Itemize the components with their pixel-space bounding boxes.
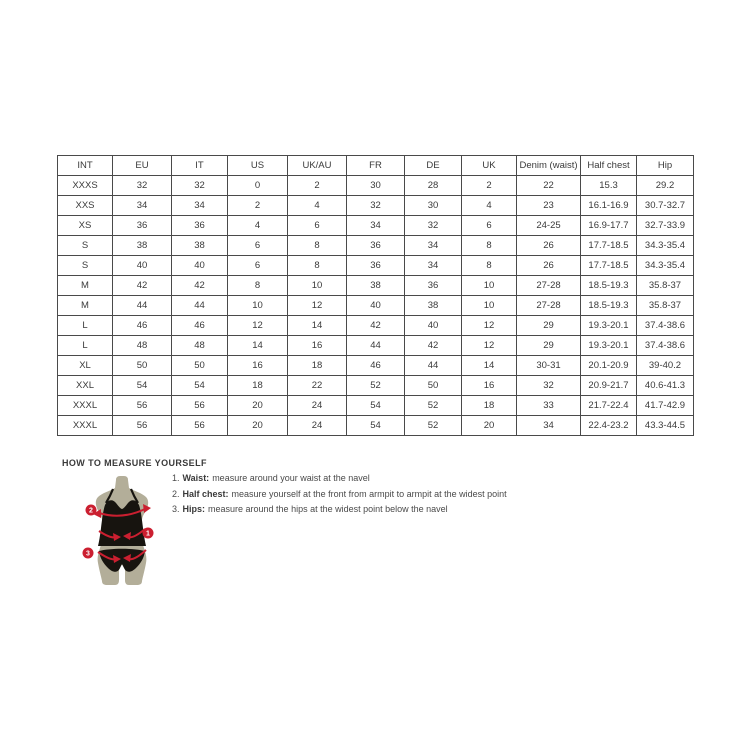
step-number: 2.: [172, 488, 180, 499]
table-cell: 22: [288, 376, 347, 396]
table-cell: 34: [405, 236, 462, 256]
table-cell: 19.3-20.1: [581, 316, 637, 336]
table-cell: 18.5-19.3: [581, 276, 637, 296]
table-cell: 41.7-42.9: [637, 396, 694, 416]
table-cell: 18.5-19.3: [581, 296, 637, 316]
badge-number: 3: [86, 550, 90, 558]
table-cell: 18: [462, 396, 517, 416]
table-cell: 56: [113, 396, 172, 416]
table-cell: 56: [172, 416, 228, 436]
table-cell: 56: [172, 396, 228, 416]
table-cell: XXXL: [58, 416, 113, 436]
table-cell: L: [58, 316, 113, 336]
table-cell: 30: [347, 176, 405, 196]
measure-step: [172, 471, 507, 487]
table-cell: 10: [228, 296, 288, 316]
mannequin-illustration: [80, 472, 164, 588]
table-cell: 23: [517, 196, 581, 216]
table-cell: 8: [288, 236, 347, 256]
table-cell: 32: [517, 376, 581, 396]
table-cell: 27-28: [517, 296, 581, 316]
table-cell: 17.7-18.5: [581, 236, 637, 256]
table-cell: XXXL: [58, 396, 113, 416]
table-cell: 6: [228, 236, 288, 256]
table-cell: 54: [347, 416, 405, 436]
table-cell: 2: [462, 176, 517, 196]
column-header: UK/AU: [288, 156, 347, 176]
table-row: [58, 216, 694, 236]
table-cell: XS: [58, 216, 113, 236]
table-cell: 38: [172, 236, 228, 256]
table-cell: 18: [288, 356, 347, 376]
table-cell: 34.3-35.4: [637, 236, 694, 256]
table-row: [58, 196, 694, 216]
hips-badge: [83, 548, 94, 559]
column-header: Hip: [637, 156, 694, 176]
table-cell: 20.1-20.9: [581, 356, 637, 376]
table-cell: 30.7-32.7: [637, 196, 694, 216]
table-cell: 46: [347, 356, 405, 376]
table-cell: 50: [172, 356, 228, 376]
badge-number: 2: [89, 507, 93, 515]
table-cell: 36: [405, 276, 462, 296]
table-cell: 12: [228, 316, 288, 336]
table-cell: 6: [288, 216, 347, 236]
table-cell: 35.8-37: [637, 276, 694, 296]
column-header: EU: [113, 156, 172, 176]
measure-heading: HOW TO MEASURE YOURSELF: [62, 458, 207, 468]
table-cell: 12: [462, 316, 517, 336]
table-row: [58, 416, 694, 436]
table-cell: 29: [517, 316, 581, 336]
table-row: [58, 396, 694, 416]
table-cell: S: [58, 236, 113, 256]
table-cell: 26: [517, 256, 581, 276]
table-cell: XL: [58, 356, 113, 376]
table-cell: 52: [405, 416, 462, 436]
column-header: DE: [405, 156, 462, 176]
table-cell: 34: [113, 196, 172, 216]
table-cell: 36: [172, 216, 228, 236]
table-cell: 56: [113, 416, 172, 436]
table-cell: 48: [113, 336, 172, 356]
table-cell: 27-28: [517, 276, 581, 296]
table-cell: 38: [113, 236, 172, 256]
chest-badge: [86, 505, 97, 516]
table-cell: 36: [113, 216, 172, 236]
table-row: [58, 376, 694, 396]
column-header: INT: [58, 156, 113, 176]
table-cell: 34: [517, 416, 581, 436]
table-cell: 34: [347, 216, 405, 236]
table-cell: 4: [288, 196, 347, 216]
table-cell: 44: [405, 356, 462, 376]
measure-step: [172, 487, 507, 503]
measurement-figure: [80, 472, 164, 588]
table-row: [58, 176, 694, 196]
table-cell: 29: [517, 336, 581, 356]
table-cell: 44: [113, 296, 172, 316]
table-cell: 48: [172, 336, 228, 356]
table-cell: 44: [347, 336, 405, 356]
table-cell: 4: [228, 216, 288, 236]
column-header: UK: [462, 156, 517, 176]
table-cell: 16: [288, 336, 347, 356]
table-cell: 17.7-18.5: [581, 256, 637, 276]
table-cell: 6: [462, 216, 517, 236]
table-cell: 38: [347, 276, 405, 296]
table-cell: 32: [172, 176, 228, 196]
table-cell: 8: [288, 256, 347, 276]
table-cell: 50: [405, 376, 462, 396]
table-cell: 16: [228, 356, 288, 376]
step-text: measure around your waist at the navel: [212, 473, 370, 483]
table-cell: 42: [172, 276, 228, 296]
table-cell: XXS: [58, 196, 113, 216]
table-cell: M: [58, 296, 113, 316]
table-cell: 50: [113, 356, 172, 376]
table-cell: XXXS: [58, 176, 113, 196]
step-text: measure yourself at the front from armpit to armpit at the widest point: [231, 488, 507, 499]
measure-steps: [172, 471, 507, 518]
badge-number: 1: [146, 530, 150, 538]
table-cell: 2: [228, 196, 288, 216]
table-cell: 0: [228, 176, 288, 196]
table-cell: 32.7-33.9: [637, 216, 694, 236]
step-label: Hips:: [182, 504, 206, 514]
table-cell: 24-25: [517, 216, 581, 236]
table-cell: 33: [517, 396, 581, 416]
table-cell: 54: [172, 376, 228, 396]
table-cell: 54: [347, 396, 405, 416]
table-cell: 36: [347, 256, 405, 276]
table-cell: 12: [288, 296, 347, 316]
table-cell: 14: [228, 336, 288, 356]
table-row: [58, 296, 694, 316]
step-number: 3.: [172, 504, 180, 514]
table-cell: 16.1-16.9: [581, 196, 637, 216]
table-cell: 12: [462, 336, 517, 356]
table-cell: 20: [228, 416, 288, 436]
table-cell: 24: [288, 416, 347, 436]
table-cell: 22: [517, 176, 581, 196]
table-cell: 46: [113, 316, 172, 336]
table-cell: 43.3-44.5: [637, 416, 694, 436]
table-cell: 20: [228, 396, 288, 416]
step-number: 1.: [172, 473, 180, 483]
table-row: [58, 256, 694, 276]
table-cell: 29.2: [637, 176, 694, 196]
table-cell: 26: [517, 236, 581, 256]
step-text: measure around the hips at the widest point below the navel: [208, 504, 448, 514]
table-cell: 19.3-20.1: [581, 336, 637, 356]
table-cell: 21.7-22.4: [581, 396, 637, 416]
table-cell: 42: [405, 336, 462, 356]
table-cell: 10: [288, 276, 347, 296]
table-cell: 37.4-38.6: [637, 336, 694, 356]
measure-step: [172, 502, 507, 518]
table-cell: 52: [405, 396, 462, 416]
table-cell: 24: [288, 396, 347, 416]
table-cell: 22.4-23.2: [581, 416, 637, 436]
table-cell: 20: [462, 416, 517, 436]
table-cell: 10: [462, 296, 517, 316]
table-cell: 32: [113, 176, 172, 196]
table-cell: 18: [228, 376, 288, 396]
table-cell: 15.3: [581, 176, 637, 196]
column-header: IT: [172, 156, 228, 176]
waist-badge: [143, 528, 154, 539]
column-header: US: [228, 156, 288, 176]
table-row: [58, 316, 694, 336]
table-cell: 42: [347, 316, 405, 336]
table-cell: 8: [462, 256, 517, 276]
column-header: Denim (waist): [517, 156, 581, 176]
step-label: Waist:: [182, 473, 210, 483]
table-cell: 20.9-21.7: [581, 376, 637, 396]
table-cell: 34: [405, 256, 462, 276]
table-cell: 4: [462, 196, 517, 216]
table-cell: 34: [172, 196, 228, 216]
table-cell: 30-31: [517, 356, 581, 376]
table-cell: 39-40.2: [637, 356, 694, 376]
table-cell: 8: [228, 276, 288, 296]
table-cell: M: [58, 276, 113, 296]
table-row: [58, 356, 694, 376]
table-cell: 40: [405, 316, 462, 336]
table-cell: L: [58, 336, 113, 356]
column-header: Half chest: [581, 156, 637, 176]
column-header: FR: [347, 156, 405, 176]
size-chart-table: [57, 155, 694, 436]
table-cell: 54: [113, 376, 172, 396]
table-row: [58, 276, 694, 296]
table-cell: 32: [347, 196, 405, 216]
table-cell: 42: [113, 276, 172, 296]
table-cell: 32: [405, 216, 462, 236]
table-cell: 14: [462, 356, 517, 376]
table-cell: 28: [405, 176, 462, 196]
table-cell: S: [58, 256, 113, 276]
table-cell: 40: [113, 256, 172, 276]
table-cell: 46: [172, 316, 228, 336]
table-cell: 40: [347, 296, 405, 316]
table-row: [58, 336, 694, 356]
table-cell: 16.9-17.7: [581, 216, 637, 236]
header-row: [58, 156, 694, 176]
table-cell: 38: [405, 296, 462, 316]
table-cell: XXL: [58, 376, 113, 396]
step-label: Half chest:: [182, 488, 229, 499]
table-cell: 10: [462, 276, 517, 296]
table-cell: 2: [288, 176, 347, 196]
table-cell: 40.6-41.3: [637, 376, 694, 396]
table-cell: 14: [288, 316, 347, 336]
table-cell: 8: [462, 236, 517, 256]
table-row: [58, 236, 694, 256]
table-cell: 36: [347, 236, 405, 256]
table-cell: 44: [172, 296, 228, 316]
table-cell: 6: [228, 256, 288, 276]
table-cell: 30: [405, 196, 462, 216]
table-cell: 34.3-35.4: [637, 256, 694, 276]
table-cell: 35.8-37: [637, 296, 694, 316]
table-cell: 37.4-38.6: [637, 316, 694, 336]
table-cell: 52: [347, 376, 405, 396]
table-cell: 40: [172, 256, 228, 276]
table-cell: 16: [462, 376, 517, 396]
